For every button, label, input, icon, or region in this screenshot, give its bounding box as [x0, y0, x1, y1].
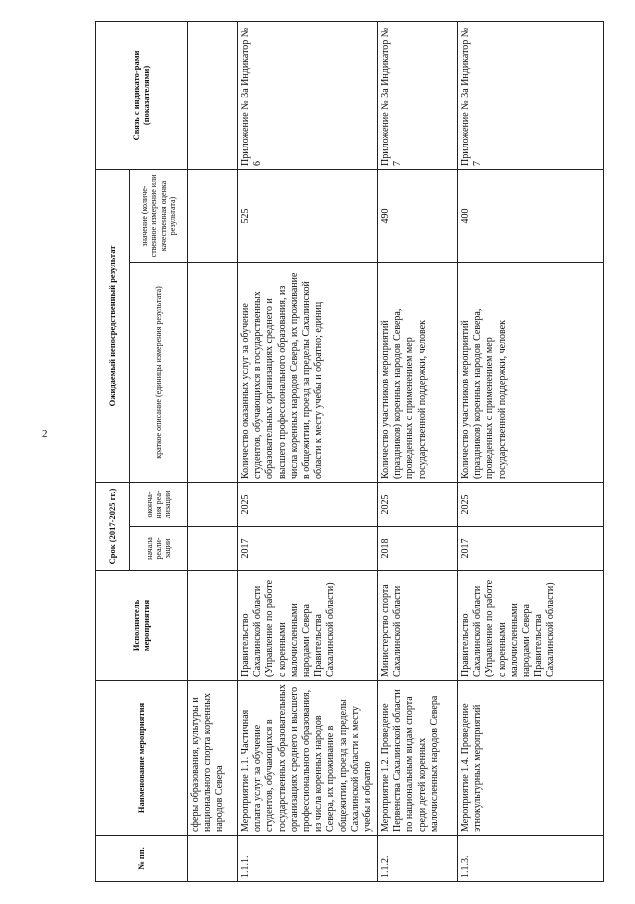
- cell-link: Приложение № 3а Индикатор № 6: [238, 21, 378, 169]
- cell-link: [188, 21, 238, 169]
- cell-name: Мероприятие 1.1. Частичная оплата услуг за обучение студентов, обучающихся в государственных образовательных организациях среднего и высшего профессионального образования, из числа коренных народов Севера, их проживание в общежитии, проезд за пределы Сахалинской области к месту учебы и обратно: [238, 681, 378, 836]
- cell-end: 2025: [378, 483, 458, 527]
- cell-num: 1.1.1.: [238, 836, 378, 882]
- table-row: [188, 21, 238, 881]
- header-result-desc: краткое описание (единицы измерения результата): [130, 263, 188, 483]
- header-link: Связь с индикато-рами (показателями): [96, 21, 188, 169]
- header-term-end: оконча-ния реа-лизации: [130, 483, 188, 527]
- table-row: [238, 21, 378, 881]
- cell-start: 2018: [378, 527, 458, 571]
- cell-executor: [188, 571, 238, 681]
- header-executor: Исполнитель мероприятия: [96, 571, 188, 681]
- cell-start: 2017: [458, 527, 604, 571]
- cell-desc: [188, 263, 238, 483]
- cell-num: [188, 836, 238, 882]
- cell-value: 400: [458, 169, 604, 262]
- header-term: Срок (2017-2025 гг.): [96, 483, 130, 571]
- cell-start: [188, 527, 238, 571]
- header-num: № пп.: [96, 836, 188, 882]
- cell-name: сферы образования, культуры и национального спорта коренных народов Севера: [188, 681, 238, 836]
- cell-executor: Правительство Сахалинской области (Управление по работе с коренными малочисленными народами Севера Правительства Сахалинской области): [458, 571, 604, 681]
- cell-start: 2017: [238, 527, 378, 571]
- header-result: Ожидаемый непосредственный результат: [96, 169, 130, 482]
- table-row: [458, 21, 604, 881]
- cell-desc: Количество участников мероприятий (праздников) коренных народов Севера, проведенных с применением мер государственной поддержки, человек: [378, 263, 458, 483]
- cell-end: 2025: [458, 483, 604, 527]
- cell-desc: Количество оказанных услуг за обучение студентов, обучающихся в государственных образовательных организациях среднего и высшего профессионального образования, из числа коренных народов Севера, их проживание в общежитии, проезд за пределы Сахалинской области к месту учебы и обратно; единиц: [238, 263, 378, 483]
- cell-num: 1.1.3.: [458, 836, 604, 882]
- cell-value: 525: [238, 169, 378, 262]
- cell-desc: Количество участников мероприятий (праздников) коренных народов Севера, проведенных с применением мер государственной поддержки, человек: [458, 263, 604, 483]
- cell-executor: Министерство спорта Сахалинской области: [378, 571, 458, 681]
- header-result-value: значение (количе-ственное измерение или качественная оценка результата): [130, 169, 188, 262]
- rotated-sheet: [95, 22, 603, 882]
- table-row: [378, 21, 458, 881]
- cell-end: 2025: [238, 483, 378, 527]
- header-row: [96, 21, 130, 881]
- header-term-start: начала реали-зации: [130, 527, 188, 571]
- cell-link: Приложение № 3а Индикатор № 7: [378, 21, 458, 169]
- header-name: Наименование мероприятия: [96, 681, 188, 836]
- cell-executor: Правительство Сахалинской области (Управление по работе с коренными малочисленными народами Севера Правительства Сахалинской области): [238, 571, 378, 681]
- cell-link: Приложение № 3а Индикатор № 7: [458, 21, 604, 169]
- cell-end: [188, 483, 238, 527]
- cell-name: Мероприятие 1.4. Проведение этнокультурных мероприятий: [458, 681, 604, 836]
- measures-table: [95, 21, 604, 882]
- page-number: 2: [42, 428, 48, 440]
- cell-num: 1.1.2.: [378, 836, 458, 882]
- cell-value: [188, 169, 238, 262]
- cell-value: 490: [378, 169, 458, 262]
- cell-name: Мероприятие 1.2. Проведение Первенства Сахалинской области по национальным видам спорта среди детей коренных малочисленных народов Севера: [378, 681, 458, 836]
